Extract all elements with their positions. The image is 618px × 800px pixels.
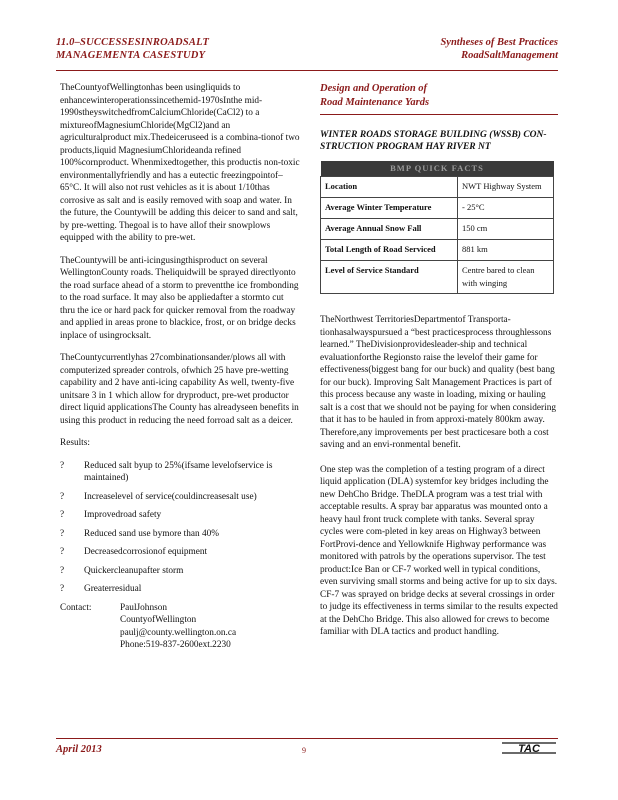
table-row	[321, 261, 554, 294]
table-cell-value: 150 cm	[458, 219, 554, 240]
contact-name: PaulJohnson	[120, 602, 168, 613]
list-item: ? Reduced salt byup to 25%(ifsame levelofservice is maintained)	[60, 460, 273, 483]
left-column	[60, 82, 300, 652]
paragraph-nwt-intro: TheNorthwest TerritoriesDepartmentof Transporta-tionhasalwayspursued a “best practicesprocess throughlessons learned.” TheDivisionprovidesleader-ship and technical evaluationforthe Regionsto raise the levelof their game for effectiveness(biggest bang for our buck) and quality (best bang for our buck). Improving Salt Management Practices is part of this process because any waste in loading, mixing or hauling salt is a cost that we should not be paying for when considering that it has to be hauled in from approxi-mately 800km away. Therefore,any improvements per best practicesare both a cost saving and an envi-ronmental benefit.	[320, 315, 556, 450]
bmp-quick-facts-table	[320, 161, 554, 294]
table-cell-value: 881 km	[458, 240, 554, 261]
list-item: ? Reduced sand use bymore than 40%	[60, 528, 220, 539]
paragraph-anti-icing: TheCountywill be anti-icingusingthisproduct on several WellingtonCounty roads. Theliquidwill be sprayed directlyonto the road surface ahead of a storm to preventthe ice frombonding to the road surface. It may also be appliedafter a stormto cut thru the ice or hard pack for quicker removal from the roadway and applied in areas prone to blackice, frost, or on bridge decks inplace of usingrocksalt.	[60, 255, 299, 341]
header-left-line1: 11.0–SUCCESSESINROADSALT	[56, 37, 210, 48]
bullet-glyph: ?	[60, 491, 65, 502]
table-cell-label: Level of Service Standard	[321, 261, 458, 294]
table-cell-label: Location	[321, 177, 458, 198]
list-item: ? Greaterresidual	[60, 584, 142, 594]
list-item: ? Improvedroad safety	[60, 510, 162, 520]
table-cell-label: Average Annual Snow Fall	[321, 219, 458, 240]
tac-logo	[500, 740, 558, 756]
table-cell-value: - 25°C	[458, 198, 554, 219]
page-number: 9	[302, 746, 306, 755]
tac-logo-text: TAC	[518, 743, 540, 755]
header-left	[56, 36, 306, 62]
bullet-glyph: ?	[60, 565, 65, 576]
table-cell-label: Total Length of Road Serviced	[321, 240, 458, 261]
paragraph-dla-program: One step was the completion of a testing program of a direct liquid application (DLA) systemfor key bridges including the new DehCho Bridge. TheDLA program was a test trial with acceptable results. A spray bar apparatus was mounted onto a heavy haul front truck complete with tanks. Several spray cycles were com-pleted in key areas on Highway3 between FortProvi-dence and Yellowknife Highway performance was monitored with patrols by the operations supervisor. The test product:Ice Ban or CF-7 worked well in typical conditions, even surviving small storms and being active for up to six days. CF-7 was sprayed on bridge decks at several crossings in order to judge its effectiveness in terms similar to the results expected at the DehCho Bridge. This also allowed for crews to become familiar with DLA tactics and product handling.	[320, 464, 558, 637]
contact-block	[60, 602, 300, 652]
bullet-glyph: ?	[60, 584, 65, 594]
table-row	[321, 177, 554, 198]
header-right-line2: RoadSaltManagement	[461, 50, 558, 61]
header-right-line1: Syntheses of Best Practices	[440, 37, 558, 48]
table-header: BMP QUICK FACTS	[321, 161, 554, 177]
list-item: ? Decreasedcorrosionof equipment	[60, 547, 208, 557]
table-row	[321, 219, 554, 240]
contact-phone: Phone:519-837-2600ext.2230	[120, 640, 231, 650]
contact-details	[120, 602, 300, 652]
bullet-glyph: ?	[60, 510, 65, 520]
subsection-title: WINTER ROADS STORAGE BUILDING (WSSB) CON- STRUCTION PROGRAM HAY RIVER NT	[320, 130, 547, 152]
header-left-line2: MANAGEMENTA CASESTUDY	[56, 50, 206, 61]
header-divider	[56, 70, 558, 71]
footer-date: April 2013	[56, 744, 102, 755]
paragraph-intro: TheCountyofWellingtonhas been usingliquids to enhancewinteroperationssincethemid-1970sInthe mid-1990stheyswitchedfromCalciumChloride(CaCl2) to a mixtureofMagnesiumChloride(MgCl2)and an agriculturalproduct mix.Thedeiceruseed is a combina-tionof two products,liquid MagnesiumChlorideanda refined 100%cornproduct. Whenmixedtogether, this productis non-toxic environmentallyfriendly and has a eutectic freezingpointof–65°C. It will also not rust vehicles as it is about 1/10thas corrosive as salt and is easily removed with soap and water. In the future, the Countywill be adding this deicer to sand and salt, by pre-wetting. Thegoal is to have allof their snowplows equipped with the ability to pre-wet.	[60, 83, 300, 243]
table-cell-value: Centre bared to clean with winging	[458, 261, 554, 294]
results-label: Results:	[60, 438, 90, 448]
contact-email[interactable]: paulj@county.wellington.on.ca	[120, 627, 237, 638]
bullet-glyph: ?	[60, 460, 65, 471]
section-title: Design and Operation of Road Maintenance Yards	[320, 83, 430, 108]
right-column	[320, 82, 558, 651]
list-item: ? Quickercleanupafter storm	[60, 565, 184, 576]
contact-organization: CountyofWellington	[120, 615, 197, 625]
results-list	[60, 460, 300, 596]
bullet-glyph: ?	[60, 528, 65, 539]
table-cell-value: NWT Highway System	[458, 177, 554, 198]
footer-divider	[56, 738, 558, 739]
list-item: ? Increaselevel of service(couldincreasesalt use)	[60, 491, 257, 502]
bullet-glyph: ?	[60, 547, 65, 557]
table-row	[321, 198, 554, 219]
header-right	[320, 36, 558, 62]
table-cell-label: Average Winter Temperature	[321, 198, 458, 219]
paragraph-equipment: TheCountycurrentlyhas 27combinationsander/plows all with computerized spreader controls, ofwhich 25 have pre-wetting capability and 2 have anti-icing capability As well, twenty-five unitsare 3 in 1 which allow for dryproduct, pre-wet productor direct liquid applicationsThe County has alreadyseen benefits in using this product in reducing the need forroad salt as a deicer.	[60, 353, 299, 426]
table-row	[321, 240, 554, 261]
section-divider	[320, 114, 558, 115]
contact-label: Contact:	[60, 602, 92, 613]
